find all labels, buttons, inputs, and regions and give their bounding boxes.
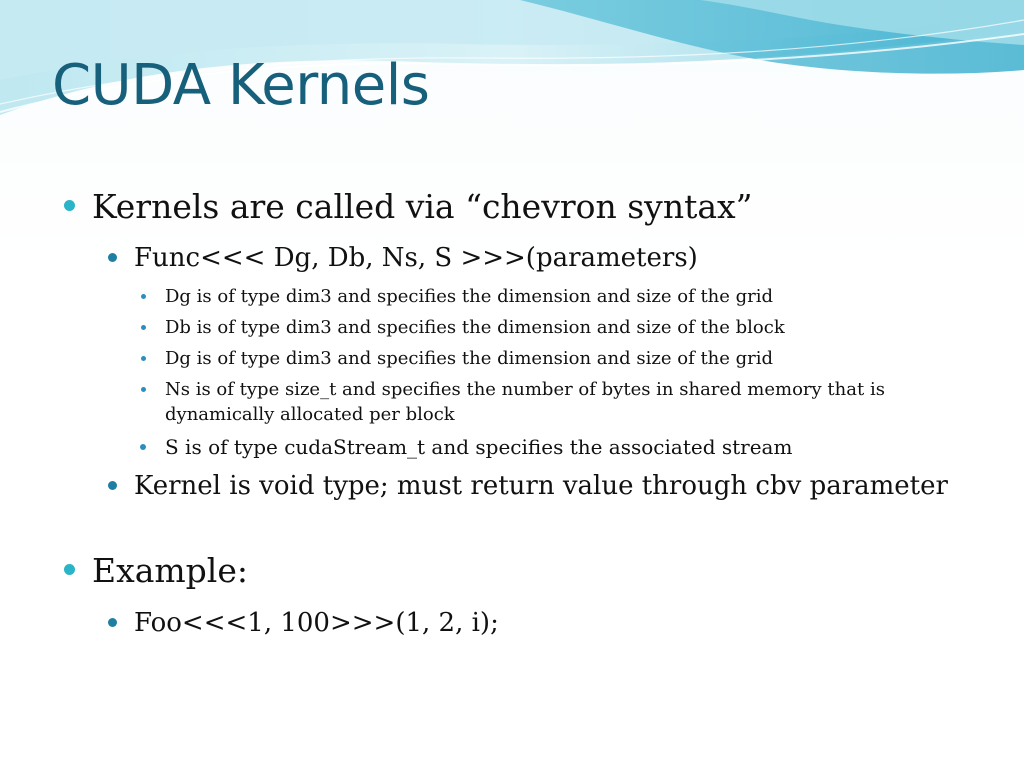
bullet-dot-icon xyxy=(141,325,146,330)
bullet-dot-icon xyxy=(141,387,146,392)
bullet-l2-foo-example: Foo<<<1, 100>>>(1, 2, i); xyxy=(134,608,499,638)
bullet-dot-icon xyxy=(140,444,146,450)
bullet-l3-ns-continuation: dynamically allocated per block xyxy=(165,404,455,425)
bullet-l1-kernels-called: Kernels are called via “chevron syntax” xyxy=(92,187,753,226)
bullet-l3-db-block: Db is of type dim3 and specifies the dimension and size of the block xyxy=(165,317,785,338)
bullet-l3-dg-grid-repeat: Dg is of type dim3 and specifies the dimension and size of the grid xyxy=(165,348,774,369)
bullet-dot-icon xyxy=(141,356,146,361)
bullet-dot-icon xyxy=(108,253,117,262)
slide-title: CUDA Kernels xyxy=(52,53,430,118)
bullet-dot-icon xyxy=(108,481,117,490)
bullet-l2-kernel-void: Kernel is void type; must return value through cbv parameter xyxy=(134,471,948,501)
bullet-dot-icon xyxy=(141,294,146,299)
bullet-l3-ns-shared-memory: Ns is of type size_t and specifies the number of bytes in shared memory that is xyxy=(165,379,885,400)
bullet-l3-dg-grid: Dg is of type dim3 and specifies the dimension and size of the grid xyxy=(165,286,774,307)
bullet-dot-icon xyxy=(108,618,117,627)
bullet-l1-example: Example: xyxy=(92,551,248,590)
bullet-dot-icon xyxy=(64,200,75,211)
bullet-l2-func-syntax: Func<<< Dg, Db, Ns, S >>>(parameters) xyxy=(134,243,698,273)
bullet-dot-icon xyxy=(64,564,75,575)
bullet-l3-s-stream: S is of type cudaStream_t and specifies the associated stream xyxy=(165,435,793,459)
